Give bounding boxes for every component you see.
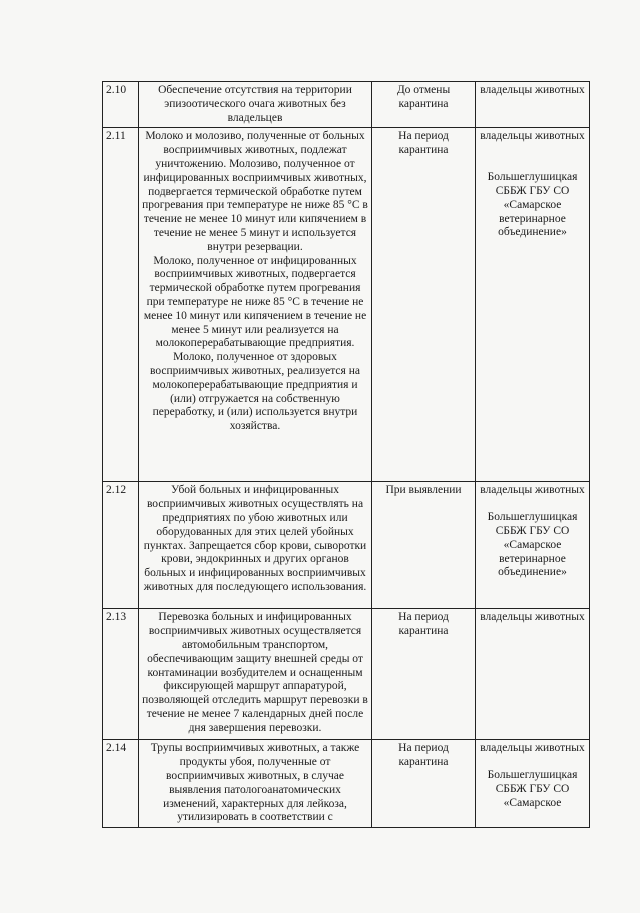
measure-text: Молоко, полученное от инфицированных восприимчивых животных, подвергается термической обработке путем прогревания при температуре не ниже 85 °С в течение не менее 10 минут или кипячением в течение не менее 5 минут или реализуется на молокоперерабатывающие предприятия. bbox=[143, 254, 367, 350]
responsible-cell bbox=[476, 740, 590, 828]
table-row bbox=[103, 482, 590, 609]
table-row bbox=[103, 128, 590, 482]
measure-text: Трупы восприимчивых животных, а также продукты убоя, полученные от восприимчивых животных, в случае выявления патологоанатомических изменений, характерных для лейкоза, утилизировать в соответствии с bbox=[150, 742, 360, 824]
measure-text: Перевозка больных и инфицированных восприимчивых животных осуществляется автомобильным транспортом, обеспечивающим защиту внешней среды от контаминации возбудителем и оснащенным фиксирующей маршрут аппаратурой, позволяющей отследить маршрут перевозки в течение не менее 7 календарных дней после дня завершения перевозки. bbox=[142, 611, 368, 734]
period-cell: На период карантина bbox=[372, 740, 476, 828]
responsible-text: владельцы животных bbox=[480, 130, 585, 143]
measure-cell bbox=[139, 740, 372, 828]
row-number: 2.12 bbox=[103, 482, 139, 609]
row-number: 2.13 bbox=[103, 609, 139, 740]
table-row bbox=[103, 740, 590, 828]
responsible-cell bbox=[476, 482, 590, 609]
measure-text: Обеспечение отсутствия на территории эпизоотического очага животных без владельцев bbox=[158, 84, 352, 124]
period-cell: При выявлении bbox=[372, 482, 476, 609]
measure-cell bbox=[139, 128, 372, 482]
row-number: 2.11 bbox=[103, 128, 139, 482]
measure-cell bbox=[139, 609, 372, 740]
table-row bbox=[103, 82, 590, 128]
measures-table bbox=[102, 81, 590, 828]
measure-cell bbox=[139, 82, 372, 128]
responsible-cell bbox=[476, 609, 590, 740]
period-cell: На период карантина bbox=[372, 128, 476, 482]
measure-cell bbox=[139, 482, 372, 609]
responsible-text: владельцы животных bbox=[480, 484, 585, 497]
responsible-text: владельцы животных bbox=[480, 611, 585, 624]
responsible-cell bbox=[476, 128, 590, 482]
responsible-cell bbox=[476, 82, 590, 128]
responsible-text: Большеглушицкая СББЖ ГБУ СО «Самарское ветеринарное объединение» bbox=[487, 511, 578, 579]
responsible-text: Большеглушицкая СББЖ ГБУ СО «Самарское bbox=[487, 769, 578, 809]
responsible-text: Большеглушицкая СББЖ ГБУ СО «Самарское ветеринарное объединение» bbox=[487, 171, 578, 239]
measure-text: Убой больных и инфицированных восприимчивых животных осуществлять на предприятиях по убою животных или оборудованных для этих целей убойных пунктах. Запрещается сбор крови, сыворотки крови, эндокринных и других органов больных и инфицированных восприимчивых животных для последующего использования. bbox=[143, 484, 367, 593]
period-cell: До отмены карантина bbox=[372, 82, 476, 128]
measure-text: Молоко, полученное от здоровых восприимчивых животных, реализуется на молокоперерабатывающие предприятия и (или) отгружается на собственную переработку, и (или) используется внутри хозяйства. bbox=[150, 351, 360, 433]
row-number: 2.14 bbox=[103, 740, 139, 828]
responsible-text: владельцы животных bbox=[480, 742, 585, 755]
row-number: 2.10 bbox=[103, 82, 139, 128]
measure-text: Молоко и молозиво, полученные от больных восприимчивых животных, подлежат уничтожению. Молозиво, полученное от инфицированных восприимчивых животных, подвергается термической обработке путем прогревания при температуре не ниже 85 °С в течение не менее 10 минут или кипячением в течение не менее 5 минут и используется внутри резервации. bbox=[142, 130, 368, 253]
responsible-text: владельцы животных bbox=[480, 84, 585, 96]
period-cell: На период карантина bbox=[372, 609, 476, 740]
table-row bbox=[103, 609, 590, 740]
